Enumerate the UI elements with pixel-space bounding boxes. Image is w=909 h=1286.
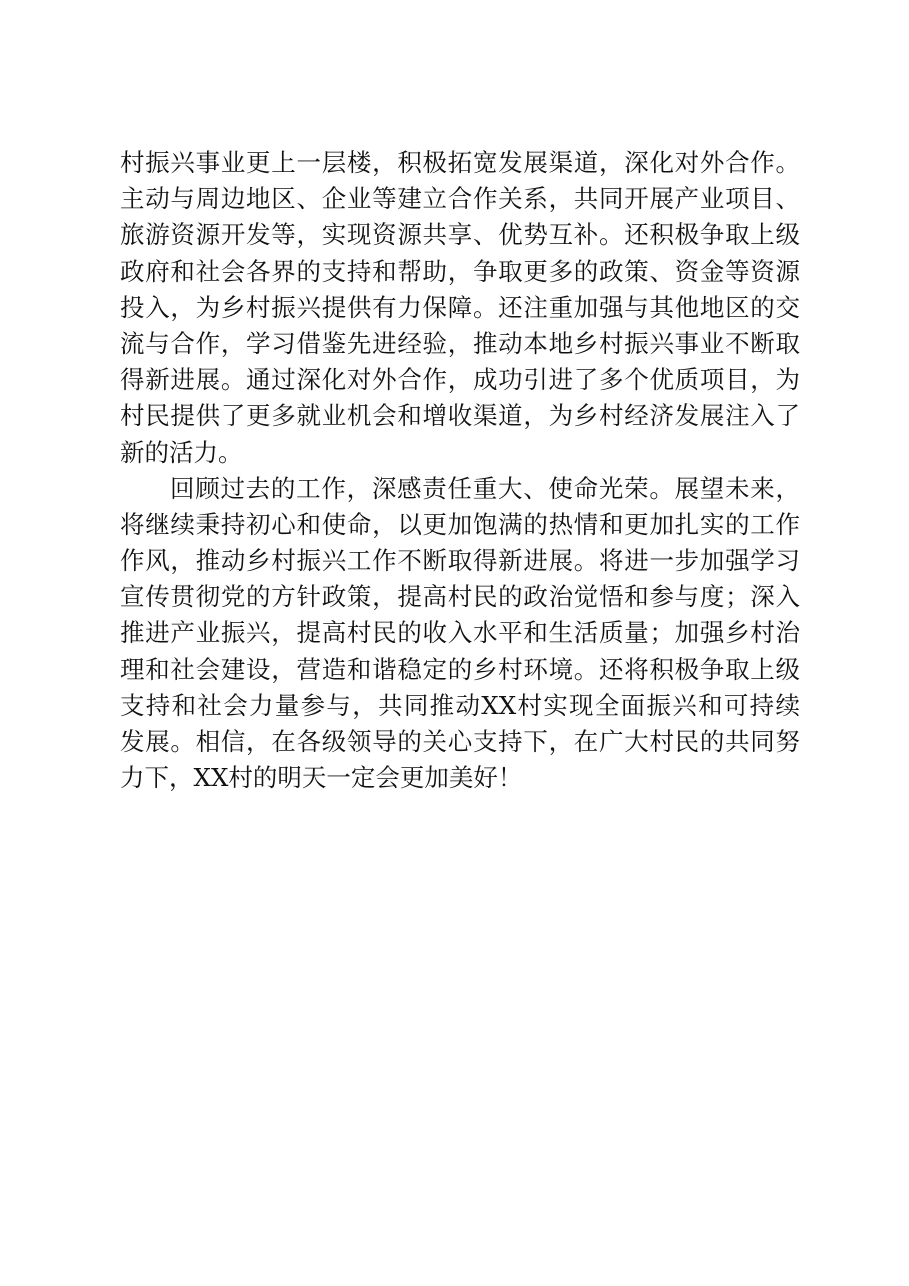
text-line: 投入，为乡村振兴提供有力保障。还注重加强与其他地区的交 bbox=[120, 292, 800, 322]
text-line: 政府和社会各界的支持和帮助，争取更多的政策、资金等资源 bbox=[120, 256, 800, 286]
text-line: 主动与周边地区、企业等建立合作关系，共同开展产业项目、 bbox=[120, 184, 800, 214]
text-line: 宣传贯彻党的方针政策，提高村民的政治觉悟和参与度；深入 bbox=[120, 582, 800, 612]
text-line: 村振兴事业更上一层楼，积极拓宽发展渠道，深化对外合作。 bbox=[120, 148, 800, 177]
text-line: 理和社会建设，营造和谐稳定的乡村环境。还将积极争取上级 bbox=[120, 654, 800, 684]
text-line: 得新进展。通过深化对外合作，成功引进了多个优质项目，为 bbox=[120, 365, 800, 395]
text-line: 新的活力。 bbox=[120, 437, 243, 467]
text-line: 将继续秉持初心和使命，以更加饱满的热情和更加扎实的工作 bbox=[120, 509, 800, 539]
text-line: 作风，推动乡村振兴工作不断取得新进展。将进一步加强学习 bbox=[120, 546, 800, 576]
paragraph-2 bbox=[120, 471, 800, 797]
text-line: 回顾过去的工作，深感责任重大、使命光荣。展望未来， bbox=[170, 473, 800, 503]
text-line: 流与合作，学习借鉴先进经验，推动本地乡村振兴事业不断取 bbox=[120, 328, 800, 358]
document-body bbox=[120, 145, 800, 796]
text-line: 旅游资源开发等，实现资源共享、优势互补。还积极争取上级 bbox=[120, 220, 800, 250]
text-line: 发展。相信，在各级领导的关心支持下，在广大村民的共同努 bbox=[120, 727, 800, 756]
text-line: 推进产业振兴，提高村民的收入水平和生活质量；加强乡村治 bbox=[120, 618, 800, 648]
text-line: 村民提供了更多就业机会和增收渠道，为乡村经济发展注入了 bbox=[120, 401, 800, 431]
paragraph-1 bbox=[120, 145, 800, 471]
text-line: 支持和社会力量参与，共同推动XX村实现全面振兴和可持续 bbox=[120, 690, 800, 720]
text-line: 力下，XX村的明天一定会更加美好！ bbox=[120, 763, 523, 793]
